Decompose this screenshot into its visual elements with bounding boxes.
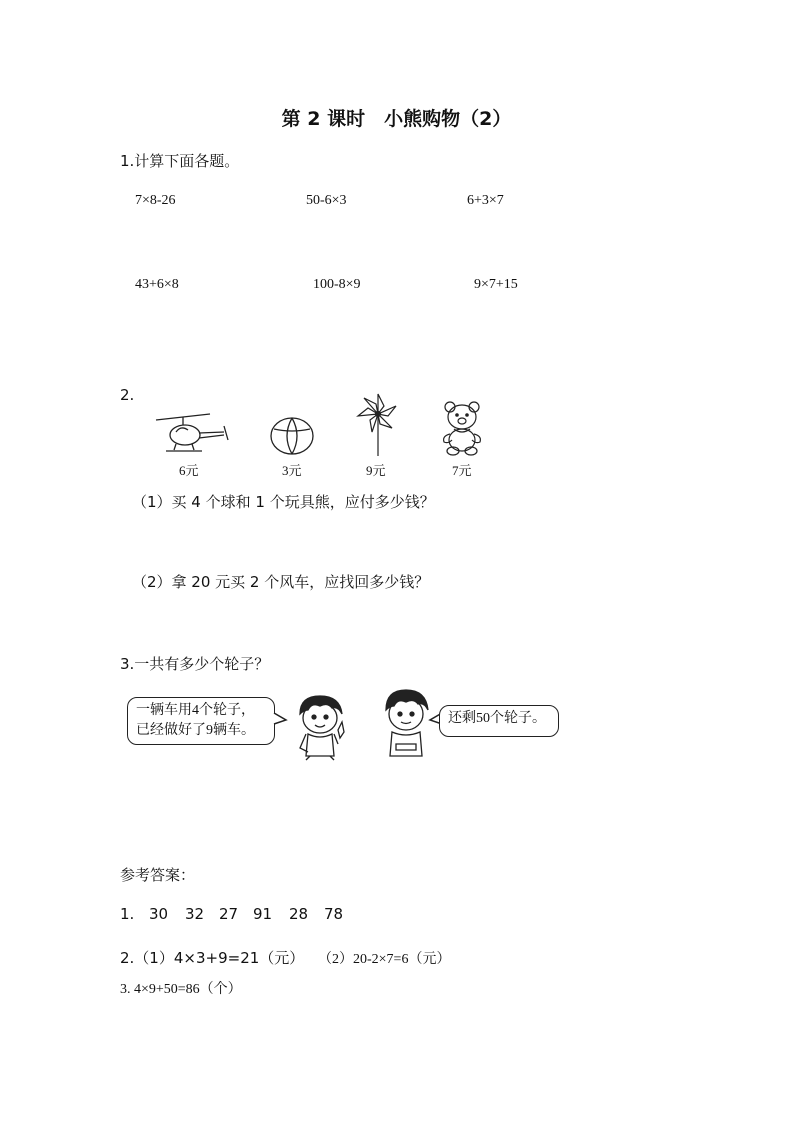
question-1-label: 1.计算下面各题。	[120, 152, 240, 170]
price-label: 6元	[179, 463, 199, 478]
answer-value: 27	[219, 905, 239, 923]
question-2-sub-1: （1）买 4 个球和 1 个玩具熊，应付多少钱？	[132, 493, 435, 511]
price-label: 3元	[282, 463, 302, 478]
boy-icon	[290, 692, 354, 760]
answer-3: 3. 4×9+50=86（个）	[120, 982, 242, 997]
answers-heading: 参考答案：	[120, 866, 196, 884]
answer-2-part-2: （2）20-2×7=6（元）	[318, 952, 451, 967]
calc-item: 6+3×7	[467, 193, 504, 208]
calc-item: 50-6×3	[306, 193, 347, 208]
bubble-text-line: 已经做好了9辆车。	[136, 723, 255, 738]
calc-item: 43+6×8	[135, 277, 179, 292]
question-3-label: 3.一共有多少个轮子？	[120, 655, 270, 673]
teddy-bear-icon	[440, 400, 486, 456]
bubble-text-line: 还剩50个轮子。	[448, 711, 546, 726]
answer-value: 30	[149, 905, 169, 923]
price-label: 7元	[452, 463, 472, 478]
speech-bubble-left	[127, 697, 275, 745]
bubble-tail-icon	[274, 712, 288, 726]
ball-icon	[269, 416, 315, 456]
answer-value: 91	[253, 905, 273, 923]
calc-item: 9×7+15	[474, 277, 518, 292]
answer-2-part-1: 2.（1）4×3+9=21（元）	[120, 949, 305, 967]
answer-value: 28	[289, 905, 309, 923]
pinwheel-icon	[356, 392, 400, 458]
question-2-sub-2: （2）拿 20 元买 2 个风车，应找回多少钱？	[132, 573, 430, 591]
answer-1-number: 1.	[120, 905, 135, 923]
question-2-label: 2.	[120, 386, 135, 404]
calc-item: 100-8×9	[313, 277, 361, 292]
boy-icon	[378, 688, 434, 760]
answer-value: 32	[185, 905, 205, 923]
price-label: 9元	[366, 463, 386, 478]
bubble-text-line: 一辆车用4个轮子，	[136, 703, 255, 718]
helicopter-icon	[150, 410, 234, 458]
speech-bubble-right	[439, 705, 559, 737]
answer-value: 78	[324, 905, 344, 923]
page-title: 第 2 课时 小熊购物（2）	[281, 108, 512, 130]
calc-item: 7×8-26	[135, 193, 176, 208]
